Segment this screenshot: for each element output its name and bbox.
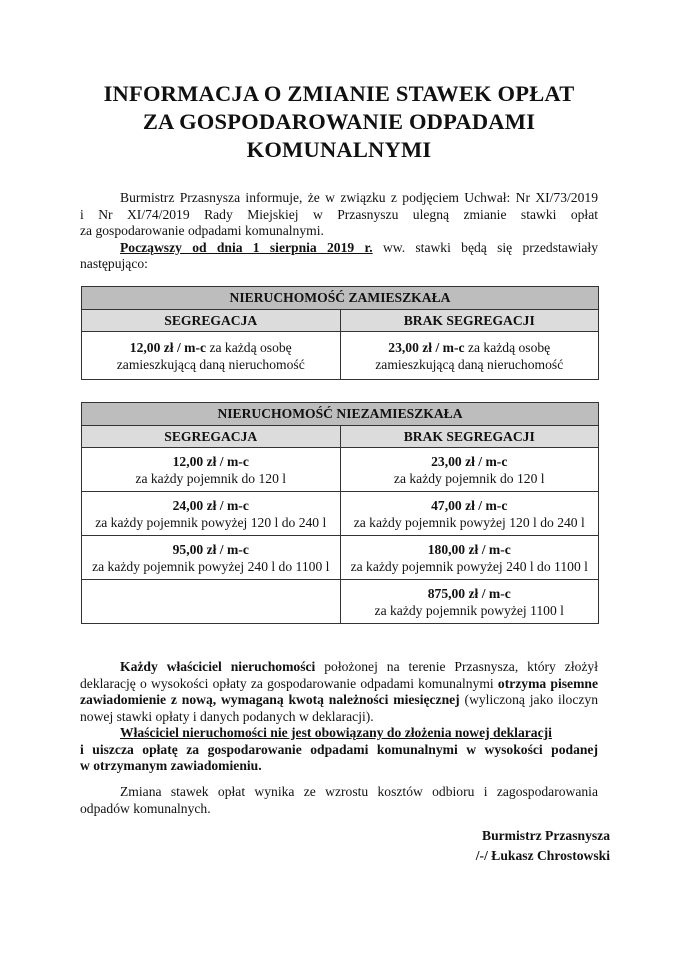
notice-line-2-bold: otrzyma pisemne xyxy=(497,675,598,691)
uninhabited-col-segregation: SEGREGACJA xyxy=(82,426,341,448)
inhabited-no-segregation-rate xyxy=(340,332,599,380)
uninhabited-rates-table xyxy=(81,402,599,624)
closing-line-1: Zmiana stawek opłat wynika ze wzrostu kosztów odbioru i zagospodarowania xyxy=(120,784,598,799)
intro-paragraph xyxy=(80,190,598,273)
rate-description: za każdy pojemnik powyżej 240 l do 1100 l xyxy=(350,558,588,574)
intro-line-1: Burmistrz Przasnysza informuje, że w związku z podjęciem Uchwał: Nr XI/73/2019 xyxy=(120,190,598,205)
rate-description: zamieszkującą daną nieruchomość xyxy=(116,356,305,372)
table-row xyxy=(82,492,599,536)
notice-line-3 xyxy=(80,692,598,709)
inhabited-segregation-rate xyxy=(82,332,341,380)
notice-line-6: i uiszcza opłatę za gospodarowanie odpadami komunalnymi w wysokości podanej xyxy=(80,741,598,757)
rate-amount: 875,00 zł / m-c xyxy=(427,585,511,601)
rate-description: za każdy pojemnik powyżej 120 l do 240 l xyxy=(353,514,585,530)
closing-paragraph xyxy=(80,784,598,817)
effective-date: Począwszy od dnia 1 sierpnia 2019 r. xyxy=(120,239,373,255)
rate-description: za każdy pojemnik do 120 l xyxy=(135,470,287,486)
title-line-1: INFORMACJA O ZMIANIE STAWEK OPŁAT xyxy=(103,81,575,106)
segregation-rate-cell-empty xyxy=(82,580,341,624)
rate-amount: 12,00 zł / m-c xyxy=(129,339,207,355)
table-row xyxy=(82,448,599,492)
no-segregation-rate-cell xyxy=(340,448,599,492)
notice-line-7: w otrzymanym zawiadomieniu. xyxy=(80,758,262,773)
notice-line-5 xyxy=(80,725,598,742)
inhabited-col-segregation: SEGREGACJA xyxy=(82,310,341,332)
intro-line-5: następująco: xyxy=(80,256,148,271)
notice-line-3-bold: zawiadomienie z nową, wymaganą kwotą należności miesięcznej xyxy=(80,692,460,707)
title-line-2: ZA GOSPODAROWANIE ODPADAMI xyxy=(142,109,536,134)
rate-amount: 24,00 zł / m-c xyxy=(172,497,249,513)
inhabited-table-header: NIERUCHOMOŚĆ ZAMIESZKAŁA xyxy=(82,287,599,310)
segregation-rate-cell xyxy=(82,448,341,492)
inhabited-col-no-segregation: BRAK SEGREGACJI xyxy=(340,310,599,332)
table-row xyxy=(82,580,599,624)
no-segregation-rate-cell xyxy=(340,536,599,580)
rate-description: za każdy pojemnik powyżej 240 l do 1100 l xyxy=(92,558,330,574)
rate-description: za każdy pojemnik powyżej 1100 l xyxy=(374,602,564,618)
inhabited-rates-table xyxy=(81,286,599,380)
notice-line-1-rest: położonej na terenie Przasnysza, który złożył xyxy=(315,659,598,674)
rate-tail: za każdą osobę xyxy=(464,339,551,355)
notice-paragraph xyxy=(80,659,598,775)
rate-amount: 95,00 zł / m-c xyxy=(172,541,249,557)
no-segregation-rate-cell xyxy=(340,492,599,536)
rate-tail: za każdą osobę xyxy=(206,339,292,355)
signature-title: Burmistrz Przasnysza xyxy=(482,828,610,843)
uninhabited-col-no-segregation: BRAK SEGREGACJI xyxy=(340,426,599,448)
no-segregation-rate-cell xyxy=(340,580,599,624)
notice-line-4: nowej stawki opłaty i danych podanych w deklaracji). xyxy=(80,708,374,724)
closing-line-2: odpadów komunalnych. xyxy=(80,800,211,816)
intro-line-4-rest: ww. stawki będą się przedstawiały xyxy=(372,239,598,255)
rate-amount: 23,00 zł / m-c xyxy=(388,339,465,355)
uninhabited-table-header: NIERUCHOMOŚĆ NIEZAMIESZKAŁA xyxy=(82,403,599,426)
rate-description: za każdy pojemnik powyżej 120 l do 240 l xyxy=(95,514,327,530)
rate-amount: 47,00 zł / m-c xyxy=(431,497,508,513)
segregation-rate-cell xyxy=(82,536,341,580)
notice-line-3-rest: (wyliczoną jako iloczyn xyxy=(459,692,599,707)
intro-line-4 xyxy=(80,240,598,257)
notice-line-2 xyxy=(80,676,598,693)
rate-description: za każdy pojemnik do 120 l xyxy=(393,470,545,486)
segregation-rate-cell xyxy=(82,492,341,536)
rate-description: zamieszkującą daną nieruchomość xyxy=(375,356,564,372)
signature-name: /-/ Łukasz Chrostowski xyxy=(475,848,610,863)
owner-phrase: Każdy właściciel nieruchomości xyxy=(120,659,316,674)
title-line-3: KOMUNALNYMI xyxy=(246,137,432,162)
signature-block xyxy=(440,826,610,866)
rate-amount: 23,00 zł / m-c xyxy=(431,453,508,469)
no-new-declaration-statement: Właściciel nieruchomości nie jest obowiązany do złożenia nowej deklaracji xyxy=(120,725,552,740)
notice-line-1 xyxy=(80,659,598,676)
intro-line-3: za gospodarowanie odpadami komunalnymi. xyxy=(80,223,324,238)
document-title xyxy=(0,80,678,164)
rate-amount: 12,00 zł / m-c xyxy=(172,453,249,469)
notice-line-2-text: deklarację o wysokości opłaty za gospodarowanie odpadami komunalnymi xyxy=(80,675,498,691)
rate-amount: 180,00 zł / m-c xyxy=(427,541,511,557)
intro-line-2: i Nr XI/74/2019 Rady Miejskiej w Przasnyszu ulegną zmianie stawki opłat xyxy=(80,206,598,222)
table-row xyxy=(82,536,599,580)
